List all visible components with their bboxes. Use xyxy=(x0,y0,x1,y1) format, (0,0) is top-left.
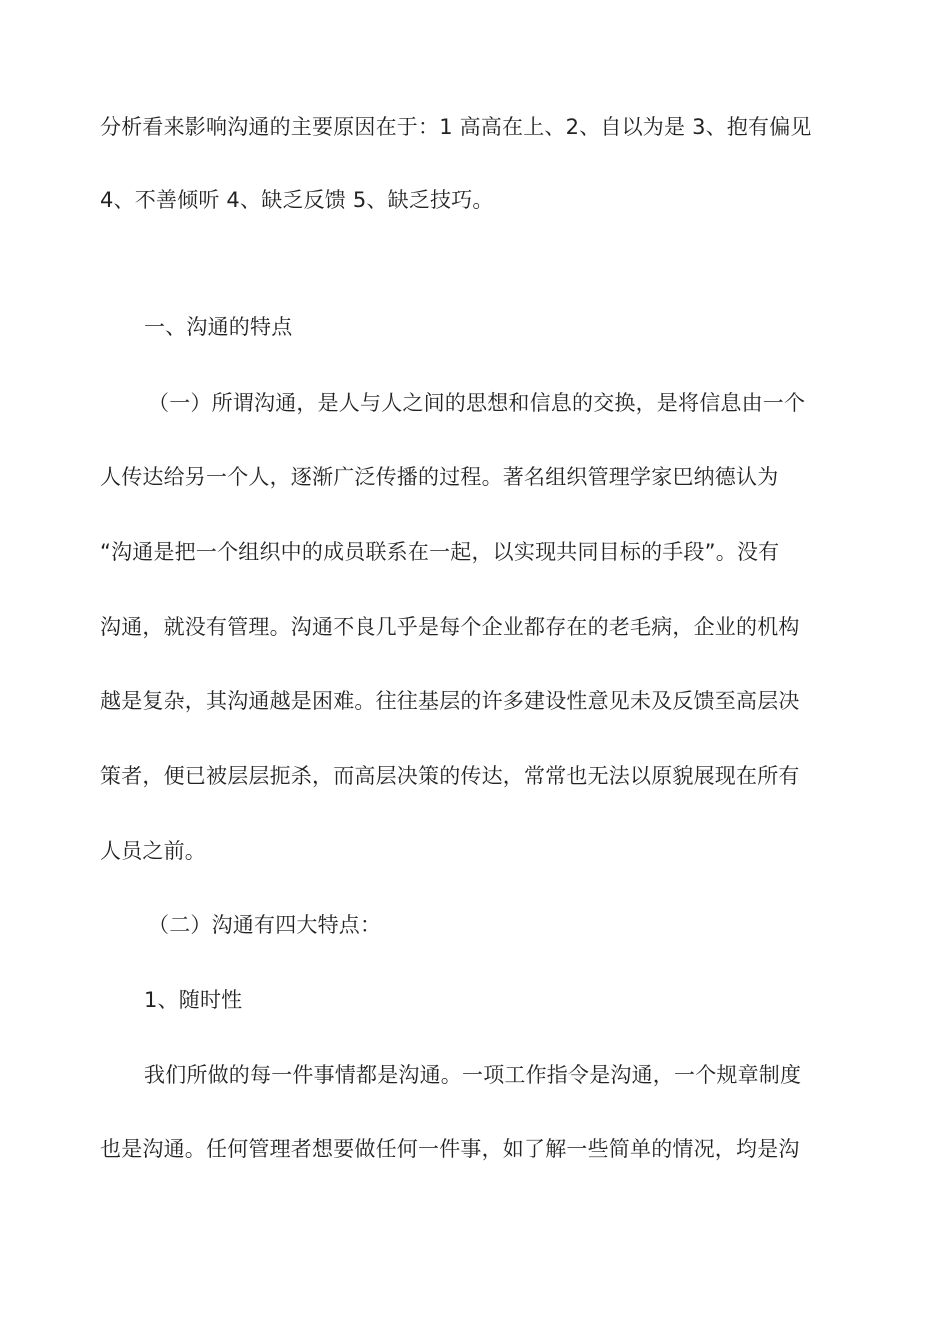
section-heading: 一、沟通的特点 xyxy=(144,315,293,339)
paragraph-line: 人员之前。 xyxy=(100,839,206,863)
subsection-heading: （一）所谓沟通，是人与人之间的思想和信息的交换，是将信息由一个 xyxy=(148,391,806,415)
paragraph-line: 越是复杂，其沟通越是困难。往往基层的许多建设性意见未及反馈至高层决 xyxy=(100,689,800,713)
paragraph-line: 也是沟通。任何管理者想要做任何一件事，如了解一些简单的情况，均是沟 xyxy=(100,1137,800,1161)
paragraph-line: 分析看来影响沟通的主要原因在于：1 高高在上、2、自以为是 3、抱有偏见 xyxy=(100,115,812,139)
paragraph-line: 沟通，就没有管理。沟通不良几乎是每个企业都存在的老毛病，企业的机构 xyxy=(100,615,800,639)
paragraph-line: 策者，便已被层层扼杀，而高层决策的传达，常常也无法以原貌展现在所有 xyxy=(100,764,800,788)
subsection-heading: （二）沟通有四大特点： xyxy=(148,913,382,937)
item-heading: 1、随时性 xyxy=(144,988,243,1012)
paragraph-line: “沟通是把一个组织中的成员联系在一起，以实现共同目标的手段”。没有 xyxy=(100,540,780,564)
paragraph-line: 我们所做的每一件事情都是沟通。一项工作指令是沟通，一个规章制度 xyxy=(144,1063,802,1087)
paragraph-line: 4、不善倾听 4、缺乏反馈 5、缺乏技巧。 xyxy=(100,188,494,212)
paragraph-line: 人传达给另一个人，逐渐广泛传播的过程。著名组织管理学家巴纳德认为 xyxy=(100,465,779,489)
